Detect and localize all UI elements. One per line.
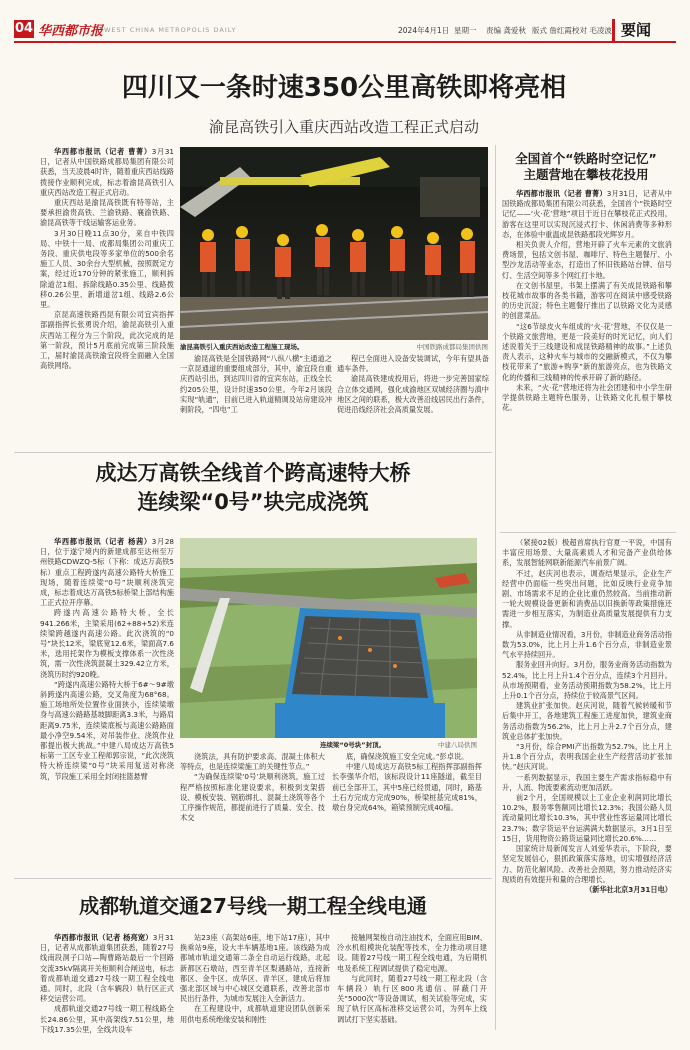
article2-para: 中建八局成达万高铁5标工程指挥部副指挥长李强华介绍，该标段设计11座隧道，截至目前已全部开工，其中5座已经贯通，同时，路基土石方完成方完成90%，桥梁桩基完成81%，墩台身完成64%，箱梁预制完成40榀。 [332,762,482,813]
sidebar2-para: 从非制造业情况看，3月份，非制造业商务活动指数为53.0%，比上月上升1.6个百分点，非制造业景气水平持续回升。 [502,629,672,660]
article3-column-2 [180,933,330,1043]
page-number: 04 [14,21,34,36]
issue-weekday: 星期一 [454,26,477,35]
masthead-en: WEST CHINA METROPOLIS DAILY [104,26,237,34]
article2-para: “跨遂内高速公路特大桥于6#～9#墩斜跨遂内高速公路，交叉角度为68°68。施工场地所处位置作业面狭小，连续梁墩身与高速公路路基坡脚距离3.3米，与路肩距离9.75米，连续梁底板与高速公路路面最小净空9.54米，对吊装作业、浇筑作业都提出极大挑战。”中建八局成达万高铁5标第一工区专业工程师郭宗说，“此次浇筑特大桥连续梁“0号”块采用复送对称浇筑，节段施工采用全封闭挂篮悬臂 [40,679,174,781]
sidebar1-body [502,189,672,529]
article3-para: 站23座（高架站6座，地下站17座），其中换乘站9座，设大丰车辆基地1座。该线路为成都城市轨道交通第二条全自动运行线路，北起新都区石墩站，西至青羊区梨遇路站，连接新都区、金牛区、成华区、青羊区，建成后将加强北部区域与中心城区交通联系，改善北部市民出行条件，为城市发展注入全新活力。 [180,933,330,1004]
article-divider [14,452,492,453]
article1-subhead: 渝昆高铁引入重庆西站改造工程正式启动 [208,118,479,136]
article2-photo [180,538,477,738]
article2-headline-line2: 连续梁“0号”块完成浇筑 [137,490,369,514]
sidebar1-title-line1: 全国首个“铁路时空记忆” [515,151,657,166]
sidebar2-dateline: （新华社北京3月31日电） [585,884,672,894]
sidebar2-para: 国家统计局新闻发言人刘爱华表示，下阶段，要坚定发展信心，狠抓政策落实落地，切实增强经济活力、防范化解风险、改善社会预期，努力推动经济实现质的有效提升和量的合理增长。 [502,844,672,884]
header-rule [14,41,676,43]
article3-para: 在工程建设中，成都轨道建设团队创新采用供电系统绝缘安装和刚性 [180,1004,330,1024]
article3-column-1 [40,933,174,1043]
article1-photo-credit: 中国铁路成都局集团供图 [416,343,488,351]
article1-para: 京昆高速铁路西昆有限公司宜宾指挥部副指挥长张勇说介绍，渝昆高铁引入重庆西站工程分为三个阶段，此次完成的是第一阶段，预计5月底前完成第三阶段施工，届时渝昆高铁渝宜段将全面融入全国高铁网络。 [40,310,174,371]
article2-photo-credit: 中建八局供图 [438,741,477,749]
article1-lead: 华西都市报讯（记者 曹菁） [54,147,152,156]
article-divider [14,878,492,879]
article2-para: 3月28日，位于遂宁境内的新建成都至达州至万州铁路CDWZQ-5标（下称：成达万高铁5标）重点工程跨遂内高速公路特大桥施工现场，随着连续梁“0号”块顺利浇筑完成，标志着成达万高铁5标桥梁上部结构施工正式拉开序幕。 [40,537,174,608]
sidebar1-para: 相关负责人介绍，营地开辟了火车元素的文旅消费场景，包括文创书屋、咖啡厅、特色主题餐厅、小型沙龙活动等业态，打造出了怀旧铁路站台牌、信号灯、生活空间等多个网红打卡地。 [502,240,672,280]
sidebar2-para: “3月份，综合PMI产出指数为52.7%，比上月上升1.8个百分点，表明我国企业生产经营活动扩张加快。”赵庆河说。 [502,742,672,772]
article3-column-3 [337,933,487,1043]
masthead: 华西都市报 [38,24,104,39]
sidebar2-para: （紧接02版）极超首席执行官夏一平说，中国有丰富应用场景、大量高素质人才和完备产业供给体系，发展智能网联新能源汽车前景广阔。 [502,538,672,568]
sidebar1-lead: 华西都市报讯（记者 曹菁） [516,189,607,198]
proof-credit: 校对 毛凌波 [572,26,612,35]
construction-photo [180,147,488,340]
article1-para: 程已全面进入设备安装调试，今年有望具备通车条件。 [337,354,489,374]
article2-para: 跨遂内高速公路特大桥，全长941.266米，主梁采用(62+88+52)米连续梁跨越遂内高速公路。此次浇筑的“0号”块长12米，梁底宽12.6米，梁面高7.6米，选用托架作为模板支撑体系一次性浇筑，需一次性浇筑混凝土329.42立方米，浇筑历时约920晚。 [40,608,174,679]
article2-column-3 [332,752,482,870]
article2-para: 浇筑法，具有防护要求高、混凝土体积大等特点，也是连续梁施工的关键性节点。” [180,752,325,772]
sidebar1-para: “这6节绿皮火车组成的‘火·花’营地，不仅仅是一个铁路文旅营地，更是一段美好的时光记忆，向人们述说着关于三线建设和成昆铁路精神的故事。”上述负责人表示，这种火车与城市的交融新模式，不仅为攀枝花带来了“旅游+购享”新的旅游亮点，也为铁路文化的传播和三线精神的传承开辟了新的路径。 [502,321,672,382]
sidebar2-para: 建筑业扩张加快。赵庆河说，随着气候转暖和节后集中开工，各地建筑工程施工进度加快，建筑业商务活动指数为56.2%，比上月上升2.7个百分点，建筑业总体扩张加快。 [502,701,672,741]
article1-headline: 四川又一条时速350公里高铁即将亮相 [121,73,567,103]
sidebar2-para: 前2个月，全国规模以上工业企业利润同比增长10.2%，服务零售额同比增长12.3%；我国公路人员流动量同比增长10.3%，其中营业性客运量同比增长23.7%；数字货运平台运满满大数据显示，3月1日至15日，货用物资公路货运量同比增长20.6%…… [502,793,672,843]
article2-column-1 [40,537,174,867]
article1-photo-caption: 渝昆高铁引入重庆西站改造工程施工现场。 [180,343,304,351]
article1-caption-wrap [180,342,488,351]
layout-credit: 版式 詹红霞 [532,26,572,35]
article1-para: 3月31日，记者从中国铁路成都局集团有限公司获悉，当天凌晨4时许，随着重庆西站线路拨接作业顺利完成，标志着渝昆高铁引入重庆西站改造工程正式启动。 [40,147,174,197]
article2-caption-wrap [180,740,477,749]
article2-column-2 [180,752,325,870]
article3-para: 3月31日，记者从成都轨道集团获悉，随着27号线南段洞子口站—陶曹路站最后一个回路交流35kV隔离开关柜顺利合闸送电，标志着成都轨道交通27号线一期工程全线电通。同时，北段（含车辆段）轨行区正式移交运营公司。 [40,933,174,1004]
issue-date: 2024年4月1日 [398,26,450,35]
article1-column-1 [40,147,174,447]
article1-para: 渝昆高铁建成投用后，将进一步完善国家综合立体交通网，强化成渝地区双城经济圈与滇中地区之间的联系，极大改善沿线居民出行条件，促进沿线经济社会高质量发展。 [337,374,489,415]
sidebar1-para: 未来，“火·花”营地还将为社会团建和中小学生研学提供铁路主题特色服务，让铁路文化扎根于攀枝花。 [502,382,672,413]
article1-para: 渝昆高铁是全国铁路网“八纵八横”主通道之一京昆通道的重要组成部分，其中，渝宜段自重庆西站引出，到达四川省的宜宾东站，正线全长约205公里，设计时速350公里。今年2月该段实现“轨通”，目前已进入轨道精调及站房建设冲刺阶段，“四电”工 [180,354,332,415]
sidebar1-para: 在文创书屋里，书架上摆满了有关成昆铁路和攀枝花城市故事的各类书籍，游客可在阅读中感受铁路的历史沉淀；特色主题餐厅推出了以铁路文化为灵感的创意菜品。 [502,280,672,321]
article3-headline: 成都轨道交通27号线一期工程全线电通 [79,894,427,918]
article2-photo-caption: 连续梁“0号块”封顶。 [320,741,386,749]
section-label: 要闻 [612,19,685,41]
sidebar2-para: 不过，赵庆河也表示，调查结果显示，企业生产经营中仍面临一些突出问题，比如反映行业竞争加剧、市场需求不足的企业比重仍然较高。当前推动新一轮大规模设备更新和消费品以旧换新等政策措施还需进一步相互落实，为制造业高质量发展提供有力支撑。 [502,568,672,629]
article3-para: 接触网架梭自动注油技术，全面应用BIM、冷水机组模块化装配等技术，全力推动项目建设。随着27号线一期工程全线电通，为后期机电及系统工程调试提供了稳定电源。 [337,933,487,973]
bridge-photo [180,538,477,738]
article1-column-3 [337,354,489,444]
article1-para: 3月30日晚11点30分，来自中铁四局、中铁十一局、成都局集团公司重庆工务段、重庆供电段等多家单位的500余名施工人员、30余台大型机械，按照既定方案，经过近170分钟的紧张施工，顺利拆除道岔1组、拆除线路0.35公里、线路拨移0.26公里、新增道岔1组、线路2.6公里。 [40,228,174,310]
sidebar2-body [502,538,672,1026]
article1-column-2 [180,354,332,444]
article2-headline-line1: 成达万高铁全线首个跨高速特大桥 [95,461,411,485]
sidebar2-para: 一系列数据显示，我国主要生产需求指标稳中有升，人流、物流要素流动更加活跃。 [502,772,672,792]
sidebar1-para: 3月31日，记者从中国铁路成都局集团有限公司获悉，全国首个“铁路时空记忆——‘火·花’营地”项目于近日在攀枝花正式投用，游客在这里可以实现沉浸式打卡、休闲消费等多种形态，在体验中重温成昆铁路那段光辉岁月。 [502,189,672,239]
column-divider [495,145,496,1030]
editor-credit: 责编 龚爱秋 [486,26,526,35]
sidebar1-title-line2: 主题营地在攀枝花投用 [523,167,649,182]
article2-para: 底，确保浇筑施工安全完成。”彭卓说。 [346,752,469,761]
article1-para: 重庆西站是渝昆高铁既有特等站，主要承担渝贵高铁、兰渝铁路、襄渝铁路、渝昆高铁等干线运输客运业务。 [40,198,174,228]
article1-photo [180,147,488,340]
article3-lead: 华西都市报讯（记者 杨亮宽） [54,933,153,942]
sidebar2-para: 服务业回升向好。3月份，服务业商务活动指数为52.4%，比上月上升1.4个百分点，连续3个月回升。从市场预期看，业务活动预期指数为58.2%，比上月上升0.1个百分点，持续位于较高景气区间。 [502,660,672,701]
sidebar-divider [500,532,676,533]
article2-para: “为确保连续梁‘0号’块顺利浇筑，施工过程严格按照标准化建设要求，积极到支架搭设、模板安装、钢筋绑扎、混凝土浇筑等各个工序操作规范，都提前进行了质量、安全、技术交 [180,772,325,823]
article3-para: 成都轨道交通27号线一期工程线路全长24.86公里，其中高架线7.51公里，地下线17.35公里，全线共设车 [40,1004,174,1034]
article2-lead: 华西都市报讯（记者 杨茜） [54,537,152,546]
article3-para: 与此同时，随着27号线一期工程北段（含车辆段）轨行区800兆通信、屏蔽门开关“5000次”等设备调试，相关试验等完成，实现了轨行区高标准移交运营公司，为列车上线调试打下坚实基础。 [337,973,487,1024]
